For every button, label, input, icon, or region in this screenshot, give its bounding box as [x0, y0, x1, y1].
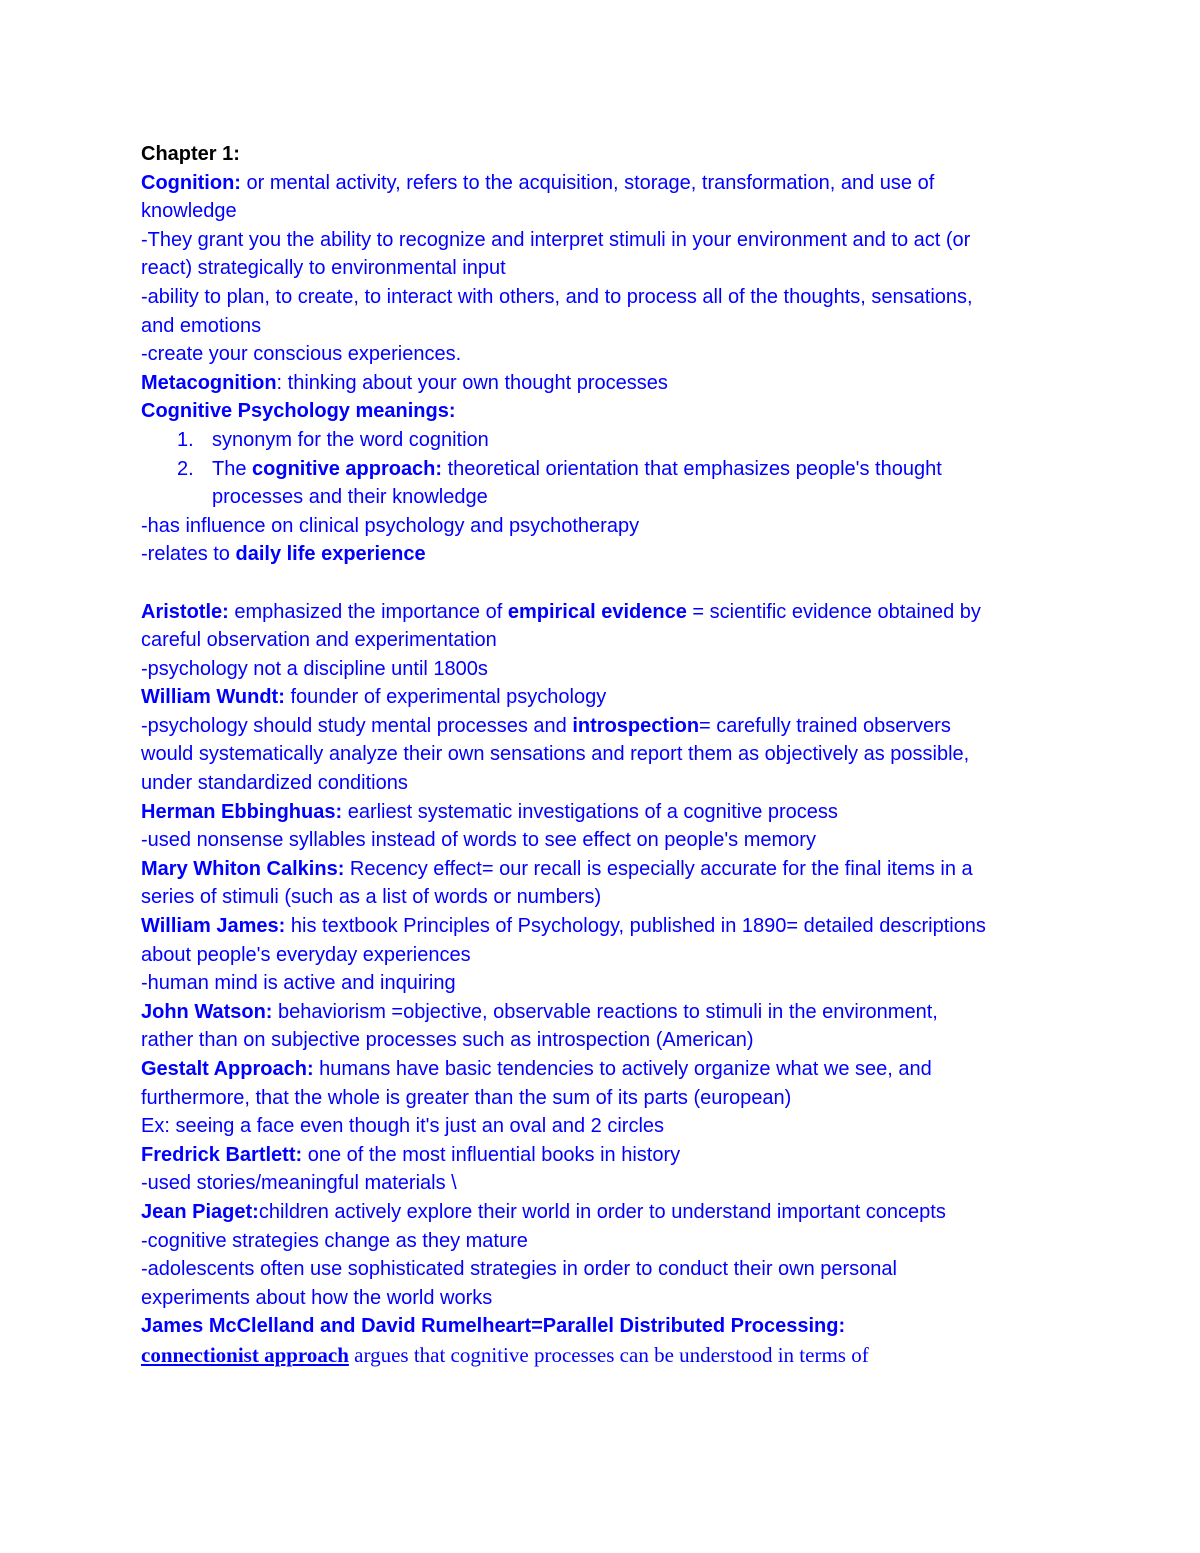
- wundt-bullet-1: -psychology should study mental processes and introspection= carefully trained observers: [141, 714, 951, 737]
- bartlett-bullet-1: -used stories/meaningful materials \: [141, 1172, 457, 1195]
- james-name: William James:: [141, 915, 286, 938]
- piaget-bullet-2: -adolescents often use sophisticated strategies in order to conduct their own personal: [141, 1258, 897, 1281]
- calkins-name: Mary Whiton Calkins:: [141, 857, 345, 880]
- cognitive-approach-term: cognitive approach:: [252, 457, 443, 480]
- wundt-bullet-1-cont: would systematically analyze their own sensations and report them as objectively as possible,: [141, 743, 970, 766]
- cognition-bullet-2-cont: and emotions: [141, 314, 262, 337]
- gestalt-example: Ex: seeing a face even though it's just an oval and 2 circles: [141, 1115, 665, 1138]
- gestalt-entry-cont: furthermore, that the whole is greater than the sum of its parts (european): [141, 1086, 792, 1109]
- aristotle-entry: Aristotle: emphasized the importance of empirical evidence = scientific evidence obtained by: [141, 600, 981, 623]
- ebbinghaus-name: Herman Ebbinghuas:: [141, 800, 343, 823]
- james-bullet-1: -human mind is active and inquiring: [141, 972, 456, 995]
- metacognition-definition: Metacognition: thinking about your own thought processes: [141, 371, 668, 394]
- pdp-heading: James McClelland and David Rumelheart=Parallel Distributed Processing:: [141, 1315, 846, 1338]
- cog-psych-bullet-1: -has influence on clinical psychology and psychotherapy: [141, 514, 640, 537]
- cognition-term: Cognition:: [141, 171, 241, 194]
- watson-entry-cont: rather than on subjective processes such as introspection (American): [141, 1029, 754, 1052]
- wundt-bullet-1-cont-2: under standardized conditions: [141, 772, 408, 795]
- watson-name: John Watson:: [141, 1000, 273, 1023]
- james-entry: William James: his textbook Principles of Psychology, published in 1890= detailed descriptions: [141, 915, 986, 938]
- metacognition-term: Metacognition: [141, 371, 277, 394]
- gestalt-entry: Gestalt Approach: humans have basic tendencies to actively organize what we see, and: [141, 1058, 932, 1080]
- connectionist-entry: connectionist approach argues that cognitive processes can be understood in terms of: [141, 1342, 869, 1367]
- wundt-entry: William Wundt: founder of experimental psychology: [141, 686, 607, 709]
- chapter-title: Chapter 1:: [141, 143, 240, 165]
- list-item: 2. The cognitive approach: theoretical orientation that emphasizes people's thought: [141, 455, 1061, 484]
- blank-line: [141, 569, 1061, 598]
- aristotle-name: Aristotle:: [141, 600, 229, 623]
- cognition-bullet-2: -ability to plan, to create, to interact with others, and to process all of the thoughts, sensations,: [141, 285, 973, 308]
- ebbinghaus-bullet-1: -used nonsense syllables instead of words to see effect on people's memory: [141, 829, 816, 852]
- list-number: 2.: [177, 457, 194, 480]
- cognition-bullet-3: -create your conscious experiences.: [141, 343, 462, 366]
- list-item: 1. synonym for the word cognition: [141, 426, 1061, 455]
- bartlett-entry: Fredrick Bartlett: one of the most influential books in history: [141, 1143, 681, 1166]
- wundt-name: William Wundt:: [141, 686, 285, 709]
- ebbinghaus-entry: Herman Ebbinghuas: earliest systematic investigations of a cognitive process: [141, 800, 838, 823]
- cognition-bullet-1: -They grant you the ability to recognize and interpret stimuli in your environment and to act (or: [141, 228, 971, 251]
- cognition-definition-cont: knowledge: [141, 200, 237, 223]
- cognition-definition: Cognition: or mental activity, refers to the acquisition, storage, transformation, and use of: [141, 171, 935, 194]
- cognition-bullet-1-cont: react) strategically to environmental input: [141, 257, 506, 280]
- piaget-name: Jean Piaget:: [141, 1200, 259, 1223]
- connectionist-term: connectionist approach: [141, 1342, 349, 1367]
- james-entry-cont: about people's everyday experiences: [141, 943, 471, 966]
- gestalt-name: Gestalt Approach:: [141, 1058, 314, 1080]
- piaget-entry: Jean Piaget:children actively explore their world in order to understand important concepts: [141, 1200, 946, 1223]
- cog-psych-bullet-2: -relates to daily life experience: [141, 543, 426, 566]
- watson-entry: John Watson: behaviorism =objective, observable reactions to stimuli in the environment,: [141, 1000, 938, 1023]
- aristotle-entry-cont: careful observation and experimentation: [141, 629, 497, 652]
- list-number: 1.: [177, 428, 194, 451]
- list-item-cont: processes and their knowledge: [212, 486, 488, 509]
- document-page: [141, 140, 1061, 1370]
- bartlett-name: Fredrick Bartlett:: [141, 1143, 303, 1166]
- calkins-entry-cont: series of stimuli (such as a list of words or numbers): [141, 886, 602, 909]
- cog-psych-heading: Cognitive Psychology meanings:: [141, 400, 456, 423]
- calkins-entry: Mary Whiton Calkins: Recency effect= our recall is especially accurate for the final items in a: [141, 857, 973, 880]
- piaget-bullet-2-cont: experiments about how the world works: [141, 1286, 493, 1309]
- piaget-bullet-1: -cognitive strategies change as they mature: [141, 1229, 528, 1252]
- aristotle-bullet-1: -psychology not a discipline until 1800s: [141, 657, 488, 680]
